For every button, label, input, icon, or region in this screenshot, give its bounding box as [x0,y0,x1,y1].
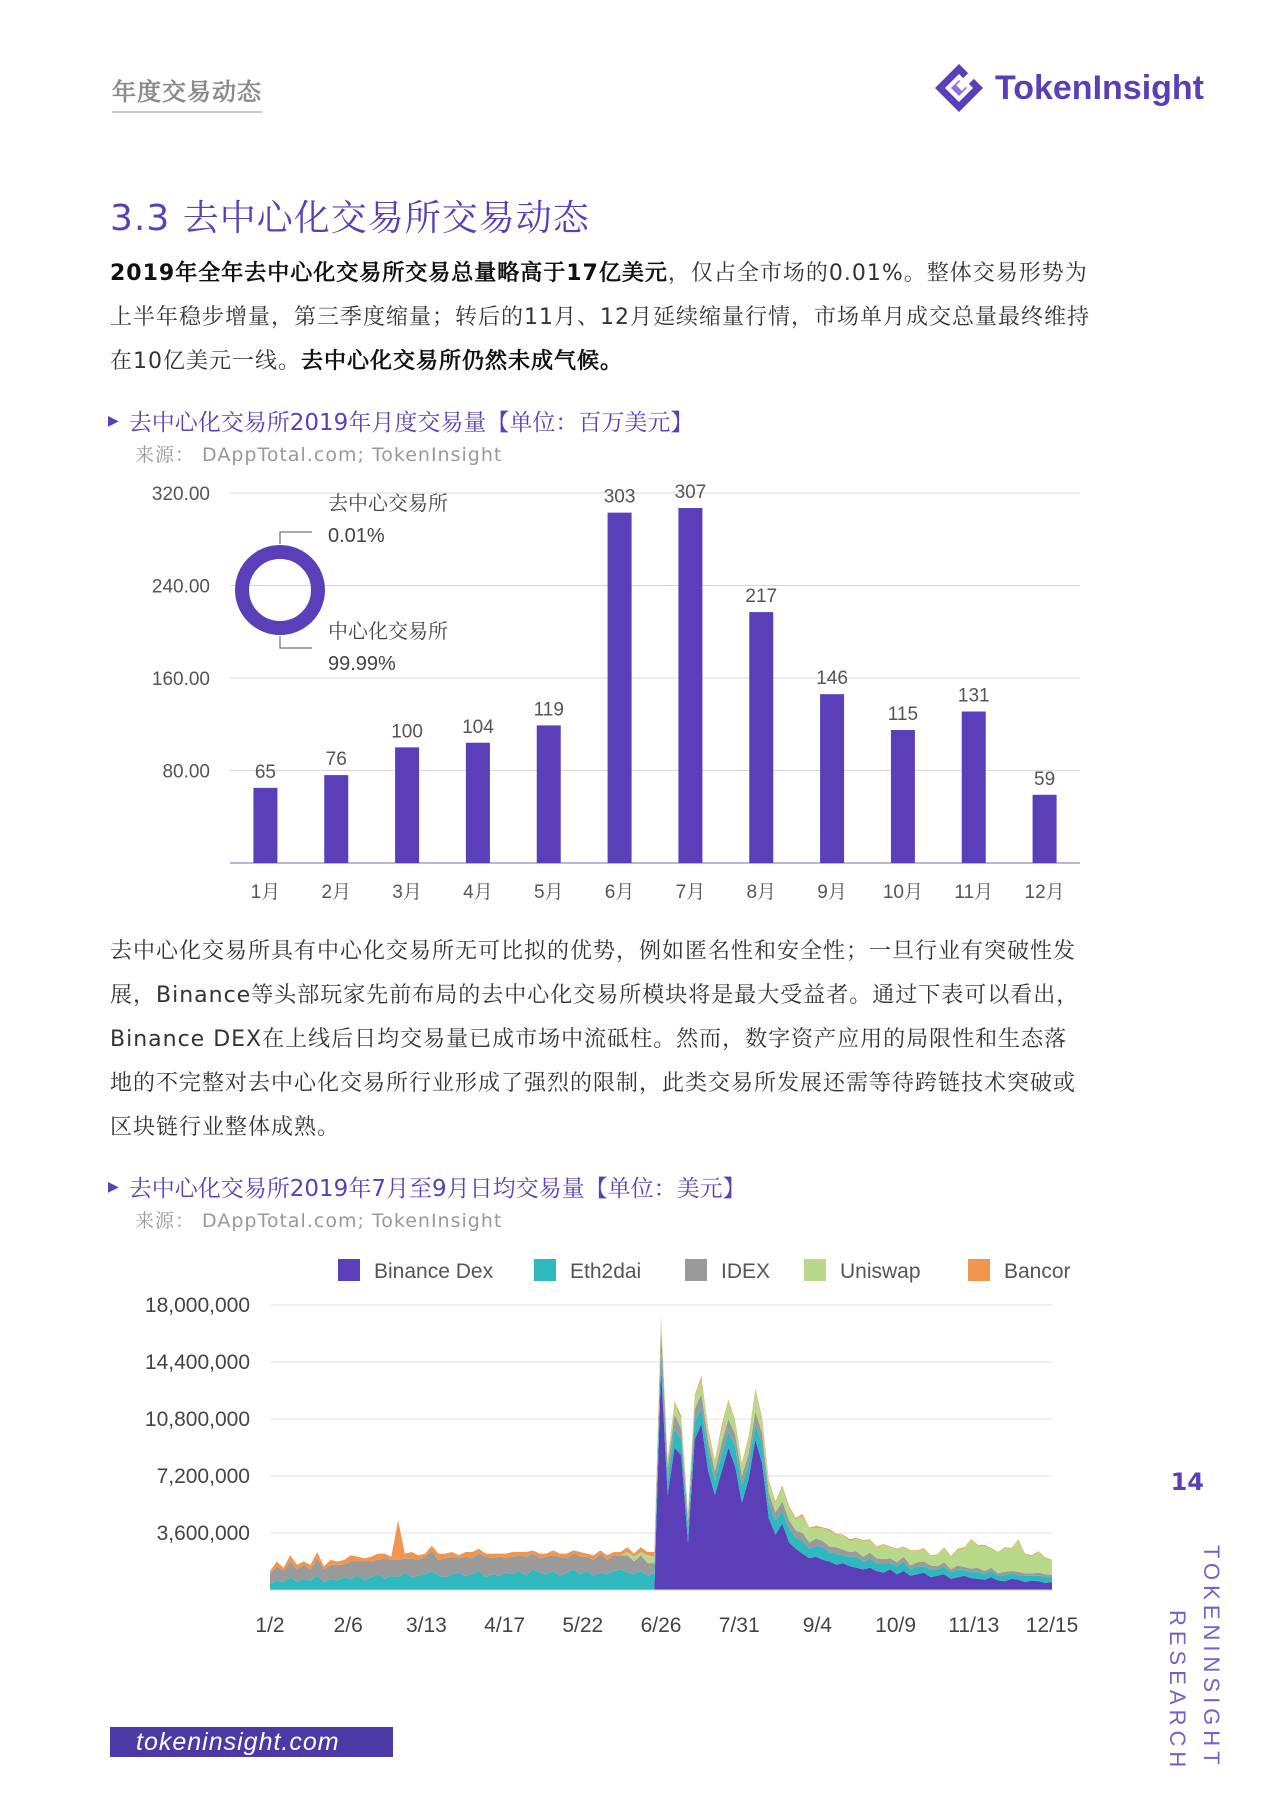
donut-value: 0.01% [328,525,385,547]
bar [891,730,915,863]
donut-value: 99.99% [328,653,396,675]
y-tick-label: 160.00 [151,669,210,690]
bar [749,612,773,863]
legend-swatch [685,1259,707,1281]
y-tick-label: 14,400,000 [144,1351,250,1374]
y-tick-label: 3,600,000 [156,1522,250,1545]
bar [537,725,561,863]
donut-leader-line [280,636,312,648]
bar [678,508,702,863]
figure2-title [108,1170,746,1203]
bar-value-label: 76 [325,749,347,771]
bar [820,694,844,863]
x-tick-label: 9月 [817,882,847,903]
x-tick-label: 6/26 [640,1614,682,1637]
x-tick-label: 2/6 [333,1614,363,1637]
intro-bold-2: 去中心化交易所仍然未成气候。 [301,349,624,374]
legend-label: IDEX [721,1260,771,1283]
intro-bold-1: 2019年全年去中心化交易所交易总量略高于17亿美元 [110,261,668,286]
bar-value-label: 217 [745,586,778,608]
bar-value-label: 104 [462,716,494,738]
donut-label: 去中心交易所 [328,493,448,515]
x-tick-label: 9/4 [802,1614,833,1637]
brand-logo[interactable] [933,62,1204,114]
bar [1033,795,1057,863]
x-tick-label: 11月 [954,882,994,903]
legend-swatch [804,1259,826,1281]
legend-label: Eth2dai [570,1260,642,1283]
legend-swatch [338,1259,360,1281]
bar [608,513,632,863]
figure2-title-text: 去中心化交易所2019年7月至9月日均交易量【单位：美元】 [128,1176,746,1202]
x-tick-label: 7月 [675,882,706,903]
bar [962,712,986,863]
y-tick-label: 80.00 [162,761,210,783]
y-tick-label: 320.00 [151,484,210,505]
x-tick-label: 4/17 [484,1614,526,1637]
x-tick-label: 12月 [1024,882,1065,903]
y-tick-label: 18,000,000 [144,1294,250,1317]
monthly-volume-bar-chart [110,475,1100,915]
x-tick-label: 5月 [533,882,564,903]
bar [253,788,277,863]
intro-text-1: ，仅占全市场的0.01%。整体交易形势为上半年稳步增量，第三季度缩量；转后的11月、12月延续缩量行情，市场单月成交总量最终维持在10亿美元一线。 [110,261,1090,374]
triangle-bullet-icon: ▶ [108,1178,119,1195]
legend-label: Uniswap [840,1260,921,1283]
vertical-label-tokeninsight: TOKENINSIGHT [1199,1545,1224,1770]
legend-swatch [968,1259,990,1281]
bar [324,775,348,863]
bar-value-label: 59 [1034,768,1056,790]
figure1-title-text: 去中心化交易所2019年月度交易量【单位：百万美元】 [128,410,694,436]
x-tick-label: 4月 [463,882,493,903]
legend-label: Binance Dex [374,1260,494,1283]
figure1-source: 来源： DAppTotal.com; TokenInsight [135,444,503,466]
bar-value-label: 303 [603,486,636,508]
x-tick-label: 2月 [321,882,352,903]
donut-ring [242,552,318,628]
x-tick-label: 10/9 [875,1614,917,1637]
section-heading: 3.3 去中心化交易所交易动态 [110,198,590,239]
bar-value-label: 146 [816,668,848,690]
donut-label: 中心化交易所 [328,621,448,643]
bar-value-label: 65 [254,761,276,783]
x-tick-label: 10月 [882,882,923,903]
figure2-source: 来源： DAppTotal.com; TokenInsight [135,1210,503,1232]
bar-value-label: 115 [887,704,919,726]
bar-value-label: 119 [533,699,564,721]
body-paragraph: 去中心化交易所具有中心化交易所无可比拟的优势，例如匿名性和安全性；一旦行业有突破性发展，Binance等头部玩家先前布局的去中心化交易所模块将是最大受益者。通过下表可以看出，Binance DEX在上线后日均交易量已成市场中流砥柱。然而，数字资产应用的局限性和生态落地的不完整对去中心化交易所行业形成了强烈的限制，此类交易所发展还需等待跨链技术突破或区块链行业整体成熟。 [110,939,1080,1140]
x-tick-label: 1月 [250,882,281,903]
x-tick-label: 7/31 [718,1614,760,1637]
vertical-label-research: RESEARCH [1165,1610,1190,1773]
figure1-title [108,404,693,437]
y-tick-label: 7,200,000 [156,1465,250,1488]
x-tick-label: 1/2 [255,1614,285,1637]
x-tick-label: 3/13 [405,1614,447,1637]
brand-name: TokenInsight [994,68,1204,107]
donut-leader-line [280,532,312,544]
y-tick-label: 10,800,000 [144,1408,250,1431]
y-tick-label: 240.00 [151,576,210,598]
x-tick-label: 6月 [604,882,635,903]
bar-value-label: 307 [674,482,707,504]
tokeninsight-logo-icon [933,62,985,114]
bar-value-label: 131 [957,685,990,707]
footer-url[interactable]: tokeninsight.com [110,1727,393,1757]
x-tick-label: 12/15 [1025,1614,1079,1637]
legend-label: Bancor [1004,1260,1071,1283]
legend-swatch [534,1259,556,1281]
daily-volume-area-chart [110,1245,1100,1675]
x-tick-label: 3月 [392,882,422,903]
section-tag: 年度交易动态 [112,72,262,113]
bar-value-label: 100 [391,721,423,743]
triangle-bullet-icon: ▶ [108,412,119,429]
intro-paragraph [110,252,1090,384]
x-tick-label: 11/13 [948,1614,1000,1637]
bar [395,747,419,863]
x-tick-label: 8月 [746,882,777,903]
page-number: 14 [1170,1468,1204,1496]
bar [466,743,490,863]
x-tick-label: 5/22 [562,1614,604,1637]
